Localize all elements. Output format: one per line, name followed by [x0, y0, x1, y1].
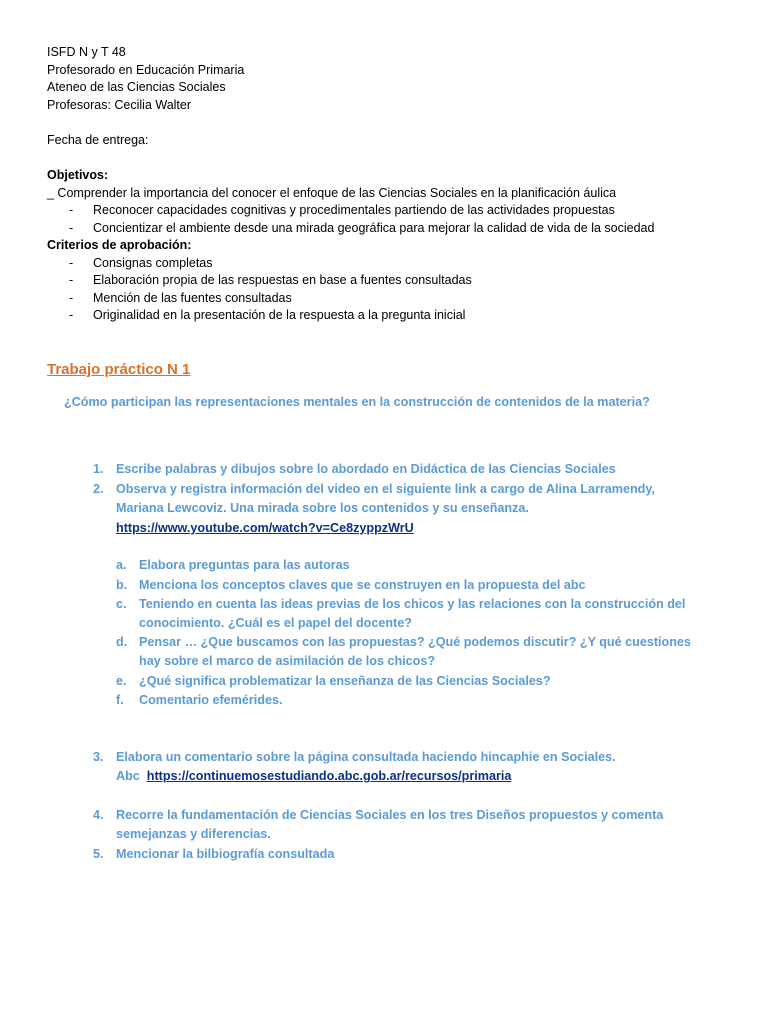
criteria-text: Originalidad en la presentación de la respuesta a la pregunta inicial	[93, 308, 466, 322]
objectives-intro: _ Comprender la importancia del conocer el enfoque de las Ciencias Sociales en la planificación áulica	[47, 185, 617, 200]
document-header	[47, 44, 244, 114]
objective-text: Reconocer capacidades cognitivas y procedimentales partiendo de las actividades propuestas	[93, 203, 615, 217]
criteria-text: Elaboración propia de las respuestas en base a fuentes consultadas	[93, 273, 472, 287]
objective-item	[47, 202, 616, 220]
criteria-item	[47, 272, 472, 290]
criteria-section	[47, 237, 472, 325]
bullet-dash: -	[69, 203, 74, 217]
task-text: Mariana Lewcoviz. Una mirada sobre los contenidos y su enseñanza.	[116, 501, 529, 516]
header-course: Ateneo de las Ciencias Sociales	[47, 80, 226, 94]
due-date-label: Fecha de entrega:	[47, 133, 149, 147]
subtask-text: Pensar … ¿Que buscamos con las propuestas? ¿Qué podemos discutir? ¿Y qué cuestiones	[139, 635, 691, 649]
task-number: 4.	[93, 808, 104, 822]
task-number: 3.	[93, 750, 104, 764]
task-number: 2.	[93, 482, 104, 496]
subtask-letter: a.	[116, 558, 127, 572]
subtask-letter: c.	[116, 597, 127, 611]
task-link-line	[116, 767, 511, 786]
task-number: 1.	[93, 462, 104, 476]
objective-text: Concientizar el ambiente desde una mirada geográfica para mejorar la calidad de vida de la sociedad	[93, 220, 655, 235]
task-text: Mencionar la bilbiografía consultada	[116, 847, 335, 861]
task-text: Elabora un comentario sobre la página consultada haciendo hincaphie en Sociales.	[116, 750, 616, 764]
resources-link[interactable]: https://continuemosestudiando.abc.gob.ar/recursos/primaria	[146, 769, 512, 784]
subtask-text: Comentario efemérides.	[139, 693, 283, 707]
objective-item	[47, 220, 655, 238]
objectives-section	[47, 167, 655, 237]
subtask-text: Menciona los conceptos claves que se construyen en la propuesta del abc	[139, 578, 586, 592]
criteria-text: Consignas completas	[93, 255, 213, 270]
subtask-letter: d.	[116, 635, 128, 649]
task-text: Recorre la fundamentación de Ciencias Sociales en los tres Diseños propuestos y comenta	[116, 808, 664, 822]
bullet-dash: -	[69, 220, 74, 235]
bullet-dash: -	[69, 255, 74, 270]
criteria-item	[47, 307, 466, 325]
bullet-dash: -	[69, 273, 74, 287]
subtask-text: hay sobre el marco de asimilación de los chicos?	[139, 654, 436, 669]
task-number: 5.	[93, 847, 104, 861]
header-institution: ISFD N y T 48	[47, 45, 126, 59]
subtask-text: ¿Qué significa problematizar la enseñanza de las Ciencias Sociales?	[139, 674, 551, 688]
objectives-heading: Objetivos:	[47, 168, 109, 182]
subtask-letter: b.	[116, 578, 128, 592]
subtask-text: Elabora preguntas para las autoras	[139, 558, 350, 572]
subtask-text: Teniendo en cuenta las ideas previas de los chicos y las relaciones con la construcción del	[139, 597, 686, 611]
task-text: Escribe palabras y dibujos sobre lo abordado en Didáctica de las Ciencias Sociales	[116, 462, 616, 476]
assignment-title: Trabajo práctico N 1	[47, 361, 191, 378]
subtask-letter: f.	[116, 693, 124, 707]
bullet-dash: -	[69, 308, 74, 322]
subtask-text: conocimiento. ¿Cuál es el papel del docente?	[139, 616, 412, 631]
criteria-item	[47, 255, 213, 273]
header-teachers: Profesoras: Cecilia Walter	[47, 97, 192, 112]
subtask-letter: e.	[116, 674, 127, 688]
criteria-item	[47, 290, 292, 308]
criteria-heading: Criterios de aprobación:	[47, 238, 192, 252]
criteria-text: Mención de las fuentes consultadas	[93, 290, 292, 305]
task-text: semejanzas y diferencias.	[116, 827, 271, 842]
bullet-dash: -	[69, 290, 74, 305]
guiding-question: ¿Cómo participan las representaciones mentales en la construcción de contenidos de la materia?	[64, 395, 650, 409]
header-program: Profesorado en Educación Primaria	[47, 62, 245, 77]
link-prefix: Abc	[116, 769, 140, 784]
task-text: Observa y registra información del video en el siguiente link a cargo de Alina Larramendy,	[116, 482, 655, 496]
video-link[interactable]: https://www.youtube.com/watch?v=Ce8zyppzWrU	[116, 520, 414, 535]
